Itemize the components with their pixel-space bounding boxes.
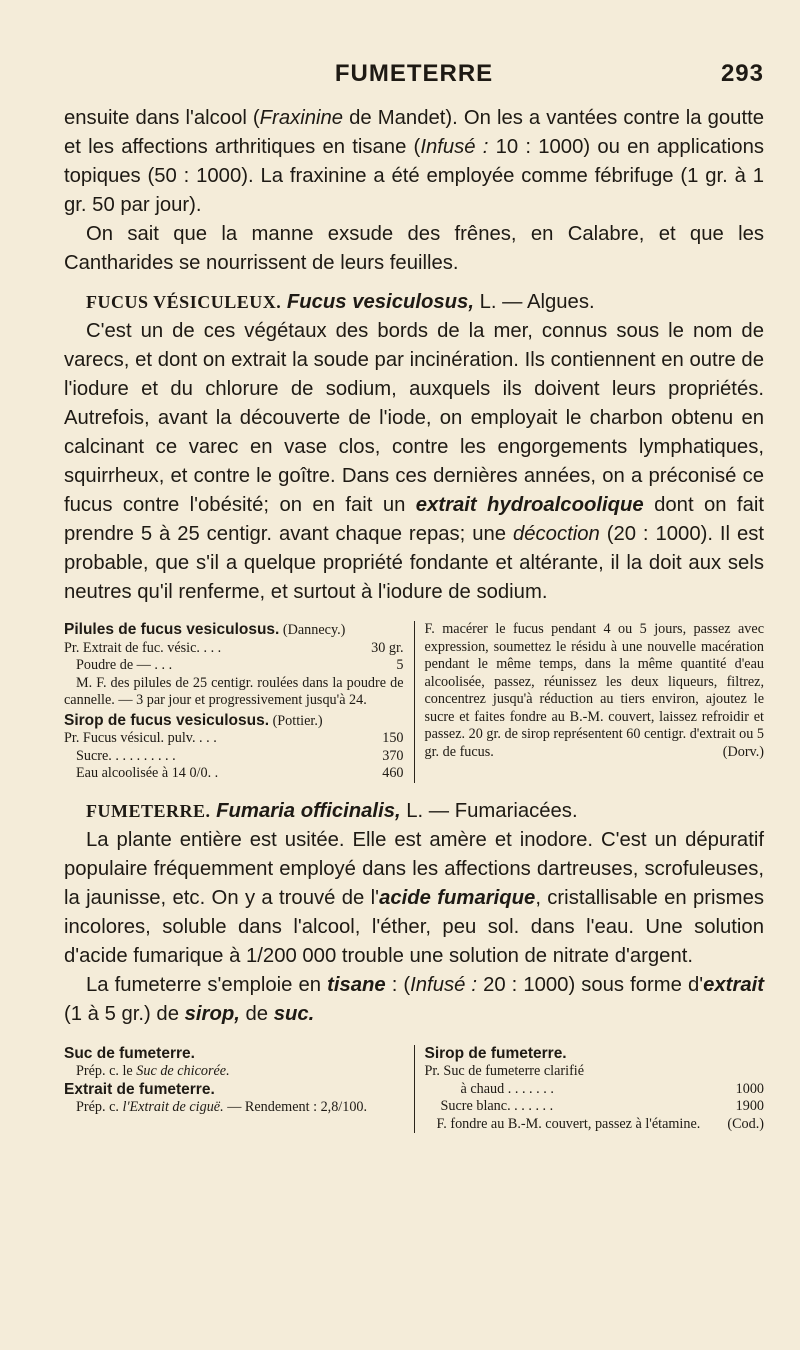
fucus-formulas-right: [414, 621, 765, 783]
formula-title: Pilules de fucus vesiculosus.: [64, 621, 280, 638]
paragraph-fucus: C'est un de ces végétaux des bords de la mer, connus sous le nom de varecs, et dont on extrait la soude par incinération. Ils contiennent en outre de l'iodure et du chlorure de sodium, auxquels ils doivent leurs propriétés. Autrefois, avant la découverte de l'iode, on employait le charbon obtenu en calcinant ce varec en vase clos, contre les engorgements lymphatiques, squirrheux, et contre le goître. Dans ces dernières années, on a préconisé ce fucus contre l'obésité; on en fait un extrait hydroalcoolique dont on fait prendre 5 à 25 centigr. avant chaque repas; une décoction (20 : 1000). Il est probable, que s'il a quelque propriété fondante et altérante, il la doit aux sels neutres qu'il renferme, et surtout à l'iodure de sodium.: [64, 320, 764, 603]
fumeterre-formulas-left: [64, 1045, 414, 1134]
paragraph-fumeterre-usage: La fumeterre s'emploie en tisane : (Infusé : 20 : 1000) sous forme d'extrait (1 à 5 gr.) de sirop, de suc.: [64, 973, 764, 1025]
ingredient-line: Pr. Extrait de fuc. vésic. . . . 30 gr.: [64, 639, 404, 656]
formula-title: Suc de fumeterre.: [64, 1044, 195, 1062]
paragraph-fraxinine: ensuite dans l'alcool (Fraxinine de Mandet). On les a vantées contre la goutte et les affections arthritiques en tisane (Infusé : 10 : 1000) ou en applications topiques (50 : 1000). La fraxinine a été employée comme fébrifuge (1 gr. à 1 gr. 50 par jour).: [64, 107, 764, 216]
ingredient-line: Poudre de — . . . 5: [76, 657, 404, 673]
formula-source: (Dorv.): [722, 743, 764, 760]
paragraph-manne: On sait que la manne exsude des frênes, en Calabre, et que les Cantharides se nourrissent de leurs feuilles.: [64, 223, 764, 274]
entry-fumeterre: FUMETERRE. Fumaria officinalis, L. — Fumariacées.: [86, 799, 578, 822]
formula-instructions: Prép. c. l'Extrait de ciguë. — Rendement : 2,8/100.: [76, 1099, 368, 1115]
running-header: [64, 58, 764, 92]
entry-heading-fumeterre: FUMETERRE.: [86, 800, 211, 821]
book-page: [64, 58, 764, 1133]
ingredient-line: Eau alcoolisée à 14 0/0. . 460: [76, 765, 404, 781]
entry-fucus: FUCUS VÉSICULEUX. Fucus vesiculosus, L. — Algues.: [86, 291, 595, 313]
formula-source: (Cod.): [727, 1115, 764, 1132]
paragraph-fumeterre: La plante entière est usitée. Elle est amère et inodore. C'est un dépuratif populaire fréquemment employé dans les affections dartreuses, scrofuleuses, la jaunisse, etc. On y a trouvé de l'acide fumarique, cristallisable en prismes incolores, soluble dans l'alcool, l'éther, peu sol. dans l'eau. Une solution d'acide fumarique à 1/200 000 trouble une solution de nitrate d'argent.: [64, 828, 764, 967]
ingredient-line: Sucre blanc. . . . . . . 1900: [440, 1098, 764, 1114]
formula-title: Extrait de fumeterre.: [64, 1080, 215, 1098]
ingredient-line: à chaud . . . . . . . 1000: [460, 1080, 764, 1097]
ingredient-line: Sucre. . . . . . . . . . 370: [76, 747, 404, 764]
formula-instructions: M. F. des pilules de 25 centigr. roulées dans la poudre de cannelle. — 3 par jour et progressivement jusqu'à 24.: [64, 674, 404, 708]
fumeterre-formulas-right: [414, 1045, 765, 1134]
entry-heading-fucus: FUCUS VÉSICULEUX.: [86, 292, 282, 312]
running-title: FUMETERRE: [334, 60, 494, 87]
formula-instructions: F. fondre au B.-M. couvert, passez à l'étamine. (Cod.): [436, 1115, 764, 1132]
ingredient-line: Pr. Suc de fumeterre clarifié: [424, 1063, 585, 1079]
ingredient-line: Pr. Fucus vésicul. pulv. . . . 150: [64, 730, 404, 746]
formula-title: Sirop de fucus vesiculosus.: [64, 711, 270, 729]
fucus-formulas: [64, 621, 764, 783]
fucus-formulas-left: Pilules de fucus vesiculosus. (Dannecy.) Pr. Extrait de fuc. vésic. . . . 30 gr. Poudre de — . . . 5 M. F. des pilules de 25 centigr. roulées dans la poudre de cannelle. — 3 par jour et progressivement jusqu'à 24. Sirop de fucus vesiculosus. (Pottier.) Pr. Fucus vésicul. pulv. . . . 150 Sucre. . . . . . . . . . 370 Eau alcoolisée à 14 0/0. . 460: [64, 621, 404, 781]
formula-title: Sirop de fumeterre.: [424, 1044, 567, 1062]
formula-instructions: F. macérer le fucus pendant 4 ou 5 jours, passez avec expression, soumettez le résidu à une nouvelle macération pendant le même temps, dans la même quantité d'eau alcoolisée, passez, réunissez les deux liqueurs, filtrez, concentrez jusqu'à réduction au tiers environ, ajoutez le sucre et faites fondre au B.-M. couvert, laissez refroidir et passez. 20 gr. de sirop représentent 60 centigr. d'extrait ou 5 gr. de fucus. (Dorv.): [424, 621, 764, 760]
formula-instructions: Prép. c. le Suc de chicorée.: [76, 1063, 230, 1079]
fumeterre-formulas: [64, 1045, 764, 1134]
page-number: 293: [720, 60, 764, 87]
